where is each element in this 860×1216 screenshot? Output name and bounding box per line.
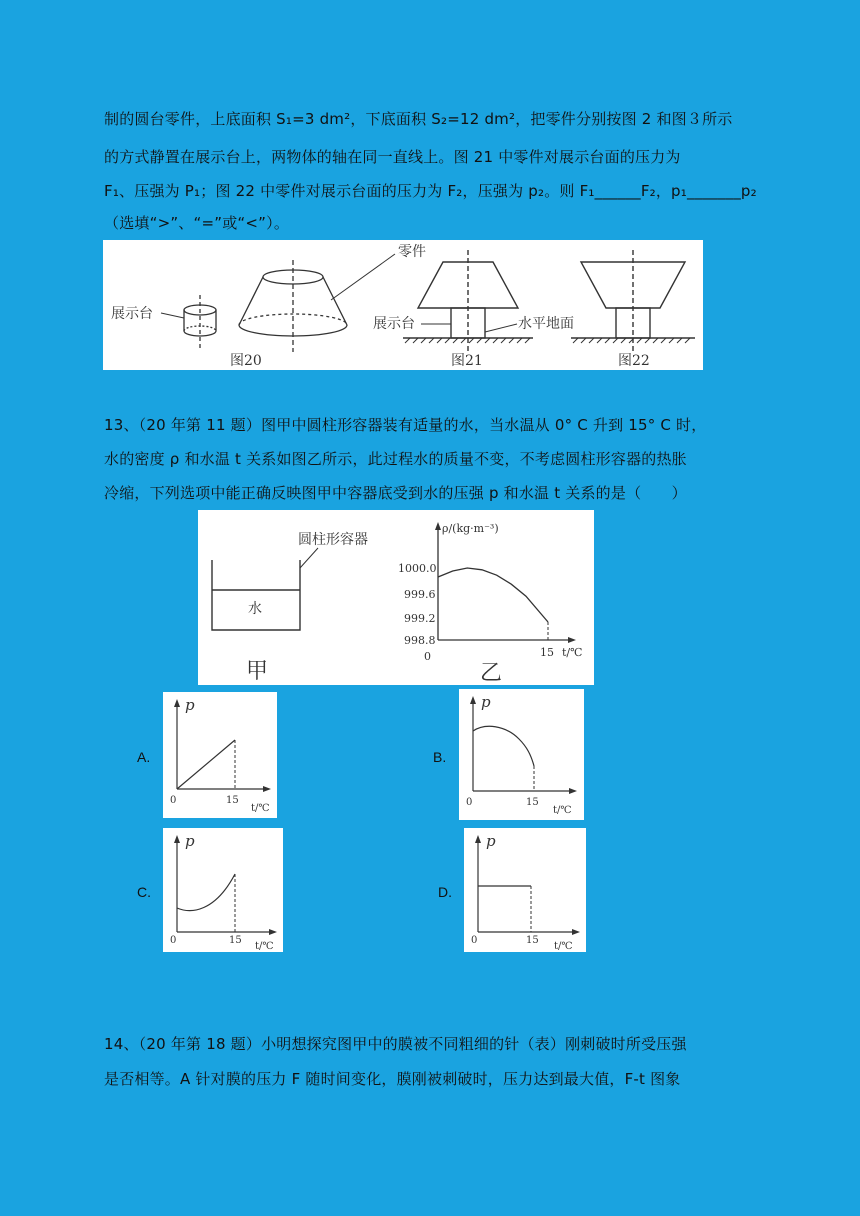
q12-line-3: F₁、压强为 P₁；图 22 中零件对展示台面的压力为 F₂，压强为 p₂。则 F₁______F₂，p₁_______p₂ [104, 182, 757, 200]
q12-line-4: （选填“>”、“=”或“<”）。 [104, 214, 290, 232]
label-yi: 乙 [480, 661, 503, 685]
frustum-part [239, 260, 347, 352]
fig21-setup [403, 250, 533, 352]
q14-line-2: 是否相等。A 针对膜的压力 F 随时间变化，膜刚被刺破时，压力达到最大值，F-t 图象 [104, 1070, 681, 1088]
caption-fig20: 图20 [230, 353, 262, 369]
platform-cylinder [184, 295, 216, 348]
option-a-xtick: 15 [226, 795, 239, 806]
option-d-graph[interactable] [464, 828, 586, 952]
option-b-label[interactable]: B. [433, 749, 447, 765]
xtick-0: 0 [424, 650, 431, 663]
caption-fig21: 图21 [451, 353, 483, 369]
label-part: 零件 [398, 244, 426, 260]
label-ground: 水平地面 [518, 316, 574, 332]
option-a-xunit: t/℃ [251, 803, 270, 814]
option-a-origin: 0 [170, 795, 177, 806]
ytick-1000: 1000.0 [398, 562, 437, 575]
option-d-ylabel: p [486, 832, 496, 850]
option-c-curve [177, 874, 235, 911]
option-a-curve [177, 740, 235, 789]
option-b-graph[interactable] [459, 689, 584, 820]
ytick-999-6: 999.6 [404, 588, 436, 601]
option-c-xunit: t/℃ [255, 941, 274, 952]
q14-line-1: 14、（20 年第 18 题）小明想探究图甲中的膜被不同粗细的针（表）刚刺破时所受压强 [104, 1035, 687, 1053]
option-a-ylabel: p [185, 696, 195, 714]
figure-jia-yi [198, 510, 594, 685]
option-c-label[interactable]: C. [137, 884, 151, 900]
option-d-origin: 0 [471, 935, 478, 946]
option-d-xtick: 15 [526, 935, 539, 946]
option-c-origin: 0 [170, 935, 177, 946]
label-container: 圆柱形容器 [298, 532, 368, 548]
ytick-998-8: 998.8 [404, 634, 436, 647]
option-c-ylabel: p [185, 832, 195, 850]
q12-line-1: 制的圆台零件，上底面积 S₁=3 dm²，下底面积 S₂=12 dm²，把零件分别按图 2 和图３所示 [104, 110, 733, 128]
option-c-xtick: 15 [229, 935, 242, 946]
density-xlabel: t/℃ [562, 646, 583, 659]
option-b-curve [473, 726, 534, 766]
density-ylabel: ρ/(kg·m⁻³) [442, 522, 499, 535]
figure-20-22 [103, 240, 703, 370]
ground-hatch-22 [573, 338, 690, 343]
q13-line-2: 水的密度 ρ 和水温 t 关系如图乙所示，此过程水的质量不变，不考虑圆柱形容器的热胀 [104, 450, 687, 468]
fig22-setup [571, 250, 695, 352]
caption-fig22: 图22 [618, 353, 650, 369]
cylinder-container [212, 560, 300, 630]
label-platform2: 展示台 [373, 316, 415, 332]
label-jia: 甲 [246, 659, 269, 684]
q13-line-1: 13、（20 年第 11 题）图甲中圆柱形容器装有适量的水，当水温从 0° C 升到 15° C 时， [104, 416, 707, 434]
label-water: 水 [248, 601, 262, 617]
density-chart [398, 522, 582, 663]
option-d-label[interactable]: D. [438, 884, 452, 900]
ytick-999-2: 999.2 [404, 612, 436, 625]
option-a-label[interactable]: A. [137, 749, 151, 765]
q13-line-3: 冷缩，下列选项中能正确反映图甲中容器底受到水的压强 p 和水温 t 关系的是（ ） [104, 484, 687, 502]
xtick-15: 15 [540, 646, 554, 659]
option-b-ylabel: p [481, 693, 491, 711]
option-c-graph[interactable] [163, 828, 283, 952]
option-b-xtick: 15 [526, 797, 539, 808]
option-d-xunit: t/℃ [554, 941, 573, 952]
option-a-graph[interactable] [163, 692, 277, 818]
option-b-xunit: t/℃ [553, 805, 572, 816]
label-platform: 展示台 [111, 306, 153, 322]
density-curve [438, 568, 548, 622]
q12-line-2: 的方式静置在展示台上，两物体的轴在同一直线上。图 21 中零件对展示台面的压力为 [104, 148, 681, 166]
option-b-origin: 0 [466, 797, 473, 808]
